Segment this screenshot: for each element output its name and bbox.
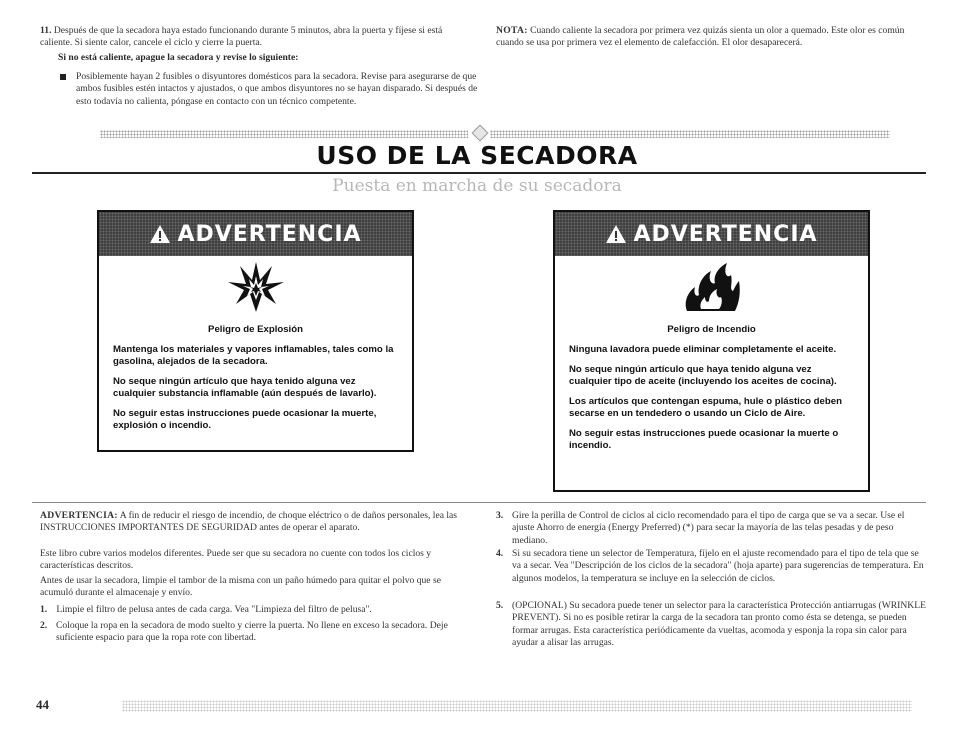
step-1 bbox=[40, 604, 472, 616]
nota-text: Cuando caliente la secadora por primera vez quizás sienta un olor a quemado. Este olor es común cuando se usa por primera vez el elemento de calefacción. El olor desaparecerá. bbox=[496, 25, 905, 49]
dotted-divider-right bbox=[490, 130, 890, 138]
warning-header-label: ADVERTENCIA bbox=[633, 221, 818, 247]
explosion-icon bbox=[99, 256, 412, 318]
hazard-title: Peligro de Explosión bbox=[208, 324, 303, 335]
title-rule bbox=[32, 172, 926, 174]
warning-box-fire bbox=[553, 210, 870, 492]
bullet-square-icon bbox=[60, 74, 66, 80]
section-rule bbox=[32, 502, 926, 503]
safety-warning-paragraph bbox=[40, 510, 472, 535]
step-number: 1. bbox=[40, 604, 48, 615]
safety-warning-label: ADVERTENCIA: bbox=[40, 510, 118, 521]
warning-header bbox=[99, 212, 412, 256]
warning-header-label: ADVERTENCIA bbox=[177, 221, 362, 247]
drum-cleaning-paragraph: Antes de usar la secadora, limpie el tambor de la misma con un paño húmedo para quitar el polvo que se acumuló durante el almacenaje y envío. bbox=[40, 575, 441, 599]
step-5 bbox=[496, 600, 926, 649]
step-4 bbox=[496, 548, 926, 585]
models-paragraph: Este libro cubre varios modelos diferentes. Puede ser que su secadora no cuente con todos los ciclos y características descritos. bbox=[40, 548, 432, 572]
hazard-title: Peligro de Incendio bbox=[667, 324, 756, 335]
nota bbox=[496, 25, 920, 50]
footer-dotted-band bbox=[122, 700, 912, 712]
warning-box-explosion bbox=[97, 210, 414, 452]
page-number: 44 bbox=[36, 697, 49, 712]
warning-body-fire bbox=[555, 318, 868, 452]
step-2 bbox=[40, 620, 472, 645]
step-11 bbox=[40, 25, 472, 50]
nota-label: NOTA: bbox=[496, 25, 528, 36]
warning-triangle-icon bbox=[149, 224, 171, 244]
step-number: 4. bbox=[496, 548, 504, 559]
warning-body-explosion bbox=[99, 318, 412, 432]
warning-paragraph: Los artículos que contengan espuma, hule o plástico deben secarse en un tendedero o usando un Ciclo de Aire. bbox=[569, 396, 842, 419]
step-text: Gire la perilla de Control de ciclos al ciclo recomendado para el tipo de carga que se va a secar. Use el ajuste Ahorro de energía (Energy Preferred) (*) para secar la mayoría de las telas pesadas y de peso mediano. bbox=[512, 510, 905, 546]
section-title: USO DE LA SECADORA bbox=[316, 141, 638, 170]
step-text: Limpie el filtro de pelusa antes de cada carga. Vea "Limpieza del filtro de pelusa". bbox=[56, 604, 372, 615]
warning-paragraph: No seguir estas instrucciones puede ocasionar la muerte, explosión o incendio. bbox=[113, 408, 377, 431]
warning-paragraph: No seque ningún artículo que haya tenido alguna vez cualquier substancia inflamable (aún después de lavarlo). bbox=[113, 376, 377, 399]
warning-paragraph: Mantenga los materiales y vapores inflamables, tales como la gasolina, alejados de la secadora. bbox=[113, 344, 394, 367]
step-text: (OPCIONAL) Su secadora puede tener un selector para la característica Protección antiarrugas (WRINKLE PREVENT). Si no es posible retirar la carga de la secadora tan pronto como ésta se detenga, se pueden formar arrugas. Esta característica periódicamente da vueltas, acomoda y esponja la ropa sin calor para ayudar a alisar las arrugas. bbox=[512, 600, 926, 648]
step-11-text: Después de que la secadora haya estado funcionando durante 5 minutos, abra la puerta y fíjese si está caliente. Si siente calor, cancele el ciclo y cierre la puerta. bbox=[40, 25, 443, 49]
warning-header bbox=[555, 212, 868, 256]
no-heat-subheading: Si no está caliente, apague la secadora y revise lo siguiente: bbox=[58, 52, 299, 63]
step-number: 2. bbox=[40, 620, 48, 631]
step-text: Si su secadora tiene un selector de Temperatura, fíjelo en el ajuste recomendado para el tipo de tela que se va a secar. Vea "Descripción de los ciclos de la secadora" (hoja aparte) para sugerencias de temperatura. En algunos modelos, la temperatura se incluye en la selección de ciclos. bbox=[512, 548, 924, 584]
warning-triangle-icon bbox=[605, 224, 627, 244]
step-3 bbox=[496, 510, 926, 547]
fuse-bullet-text: Posiblemente hayan 2 fusibles o disyuntores domésticos para la secadora. Revise para asegurarse de que ambos fusibles estén intactos y ajustados, o que ambos disyuntores no se hayan disparado. Si después de esto todavía no calienta, póngase en contacto con un técnico competente. bbox=[76, 71, 478, 107]
step-number: 3. bbox=[496, 510, 504, 521]
fuse-bullet bbox=[76, 71, 478, 108]
step-number: 5. bbox=[496, 600, 504, 611]
section-subtitle: Puesta en marcha de su secadora bbox=[332, 176, 622, 196]
warning-paragraph: No seque ningún artículo que haya tenido alguna vez cualquier tipo de aceite (incluyendo los aceites de cocina). bbox=[569, 364, 837, 387]
fire-icon bbox=[555, 256, 868, 318]
warning-paragraph: Ninguna lavadora puede eliminar completamente el aceite. bbox=[569, 344, 837, 355]
step-text: Coloque la ropa en la secadora de modo suelto y cierre la puerta. No llene en exceso la secadora. Deje suficiente espacio para que la ropa rote con libertad. bbox=[56, 620, 448, 644]
step-11-number: 11. bbox=[40, 25, 52, 36]
dotted-divider-left bbox=[100, 130, 468, 138]
warning-paragraph: No seguir estas instrucciones puede ocasionar la muerte o incendio. bbox=[569, 428, 839, 451]
safety-warning-text: A fin de reducir el riesgo de incendio, de choque eléctrico o de daños personales, lea las INSTRUCCIONES IMPORTANTES DE SEGURIDAD antes de operar el aparato. bbox=[40, 510, 458, 534]
diamond-ornament-icon bbox=[472, 125, 489, 142]
